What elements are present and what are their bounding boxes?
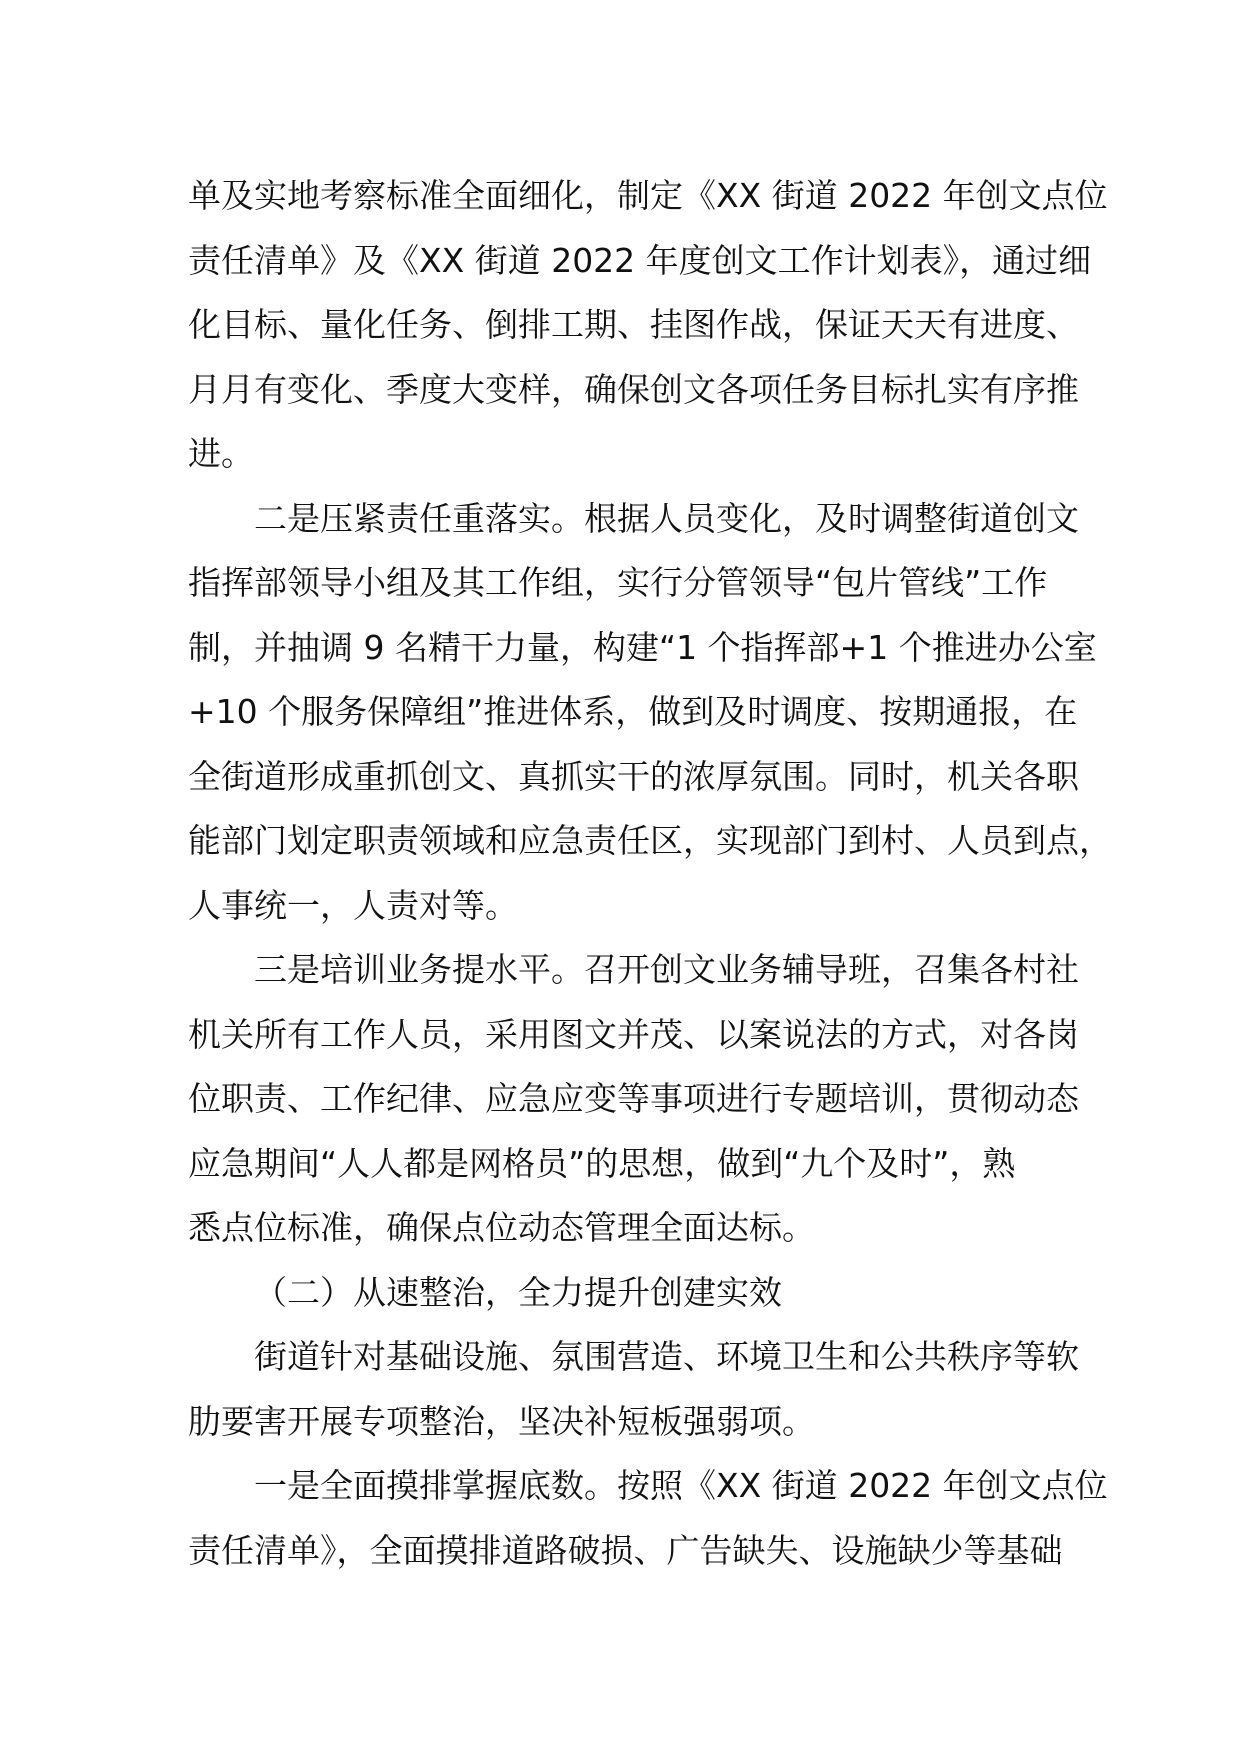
text-line: 能部门划定职责领域和应急责任区，实现部门到村、人员到点， bbox=[188, 821, 1112, 860]
text-line: 悉点位标准，确保点位动态管理全面达标。 bbox=[188, 1208, 815, 1247]
text-line: 人事统一，人责对等。 bbox=[188, 885, 518, 925]
text-line: 一是全面摸排掌握底数。按照《XX 街道 2022 年创文点位 bbox=[254, 1466, 1108, 1505]
text-line: 应急期间“人人都是网格员”的思想，做到“九个及时”，熟 bbox=[188, 1143, 1016, 1183]
text-line: 街道针对基础设施、氛围营造、环境卫生和公共秩序等软 bbox=[254, 1337, 1079, 1376]
text-line: 二是压紧责任重落实。根据人员变化，及时调整街道创文 bbox=[254, 498, 1079, 538]
text-line: 全街道形成重抓创文、真抓实干的浓厚氛围。同时，机关各职 bbox=[188, 756, 1079, 796]
text-line: 月月有变化、季度大变样，确保创文各项任务目标扎实有序推 bbox=[188, 369, 1079, 409]
text-line: 化目标、量化任务、倒排工期、挂图作战，保证天天有进度、 bbox=[188, 305, 1079, 344]
text-line: 位职责、工作纪律、应急应变等事项进行专题培训，贯彻动态 bbox=[188, 1079, 1079, 1118]
text-line: 肋要害开展专项整治，坚决补短板强弱项。 bbox=[188, 1401, 815, 1441]
text-line: 三是培训业务提水平。召开创文业务辅导班，召集各村社 bbox=[254, 950, 1079, 989]
text-line: 责任清单》及《XX 街道 2022 年度创文工作计划表》，通过细 bbox=[188, 240, 1092, 280]
text-line: 责任清单》，全面摸排道路破损、广告缺失、设施缺少等基础 bbox=[188, 1530, 1063, 1570]
text-line: 制，并抽调 9 名精干力量，构建“1 个指挥部+1 个推进办公室 bbox=[188, 627, 1097, 667]
body-text bbox=[188, 164, 1112, 1583]
text-line: 单及实地考察标准全面细化，制定《XX 街道 2022 年创文点位 bbox=[188, 176, 1108, 215]
text-line: 进。 bbox=[188, 434, 254, 473]
text-line: 机关所有工作人员，采用图文并茂、以案说法的方式，对各岗 bbox=[188, 1014, 1079, 1054]
section-heading: （二）从速整治，全力提升创建实效 bbox=[254, 1272, 782, 1312]
text-line: +10 个服务保障组”推进体系，做到及时调度、按期通报，在 bbox=[188, 692, 1078, 731]
text-line: 指挥部领导小组及其工作组，实行分管领导“包片管线”工作 bbox=[188, 563, 1048, 602]
